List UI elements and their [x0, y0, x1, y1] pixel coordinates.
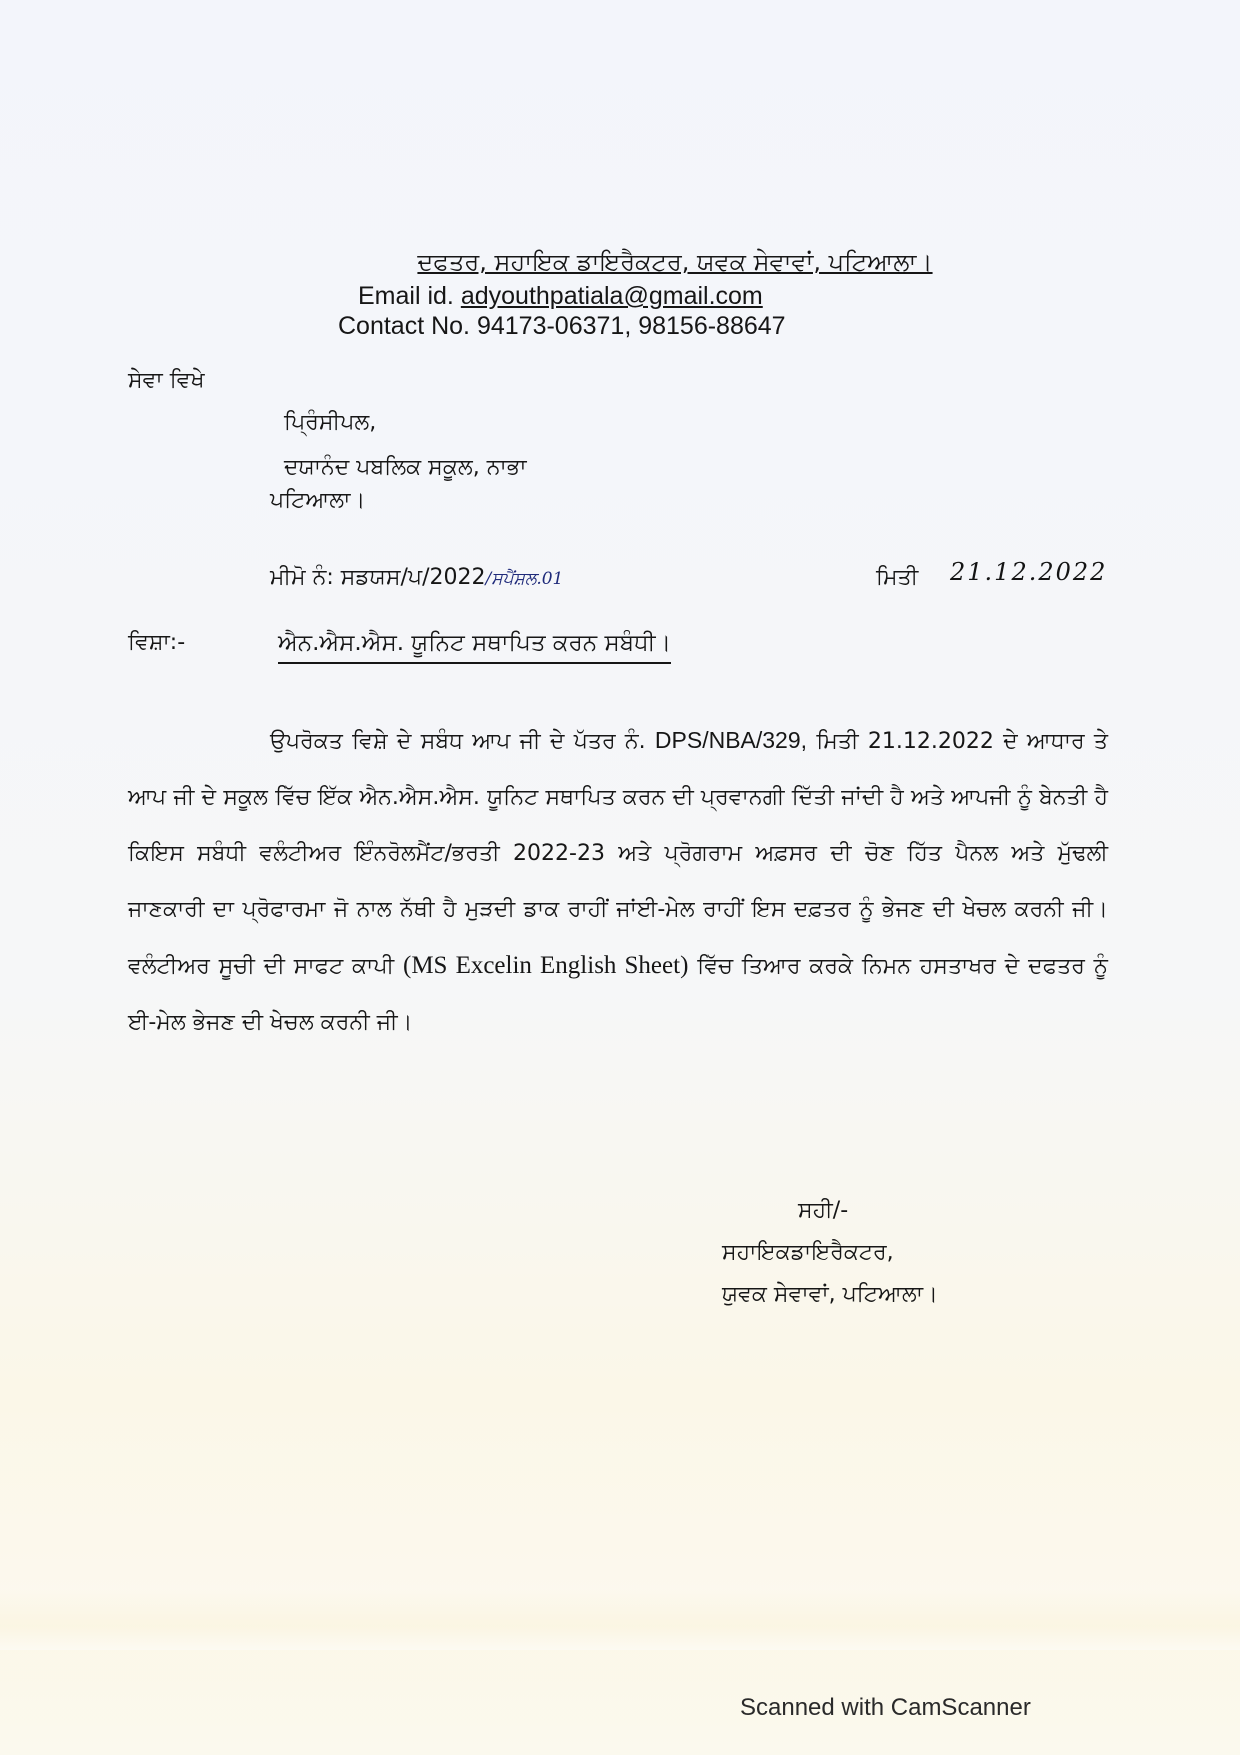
scan-shadow — [0, 1590, 1240, 1650]
recipient-to-label: ਸੇਵਾ ਵਿਖੇ — [128, 368, 205, 393]
recipient-city: ਪਟਿਆਲਾ। — [270, 488, 366, 513]
body-part-1: ਉਪਰੋਕਤ ਵਿਸ਼ੇ ਦੇ ਸਬੰਧ ਆਪ ਜੀ ਦੇ ਪੱਤਰ ਨੰ. — [270, 729, 646, 754]
email-address: adyouthpatiala@gmail.com — [460, 282, 763, 310]
memo-number-printed: ਮੀਮੋ ਨੰ: ਸਡਯਸ/ਪ/2022 — [270, 565, 486, 590]
subject-label: ਵਿਸ਼ਾ:- — [128, 630, 186, 655]
scanner-watermark: Scanned with CamScanner — [740, 1694, 1031, 1721]
excel-note: (MS Excelin English Sheet) — [403, 952, 689, 979]
email-line — [358, 282, 763, 311]
email-label: Email id. — [358, 282, 454, 310]
subject-text: ਐਨ.ਐਸ.ਐਸ. ਯੂਨਿਟ ਸਥਾਪਿਤ ਕਰਨ ਸਬੰਧੀ। — [278, 630, 671, 664]
contact-number: Contact No. 94173-06371, 98156-88647 — [338, 312, 786, 340]
recipient-designation: ਪ੍ਰਿੰਸੀਪਲ, — [284, 410, 377, 435]
date-handwritten: 21.12.2022 — [950, 558, 1108, 586]
letter-body — [128, 712, 1108, 1051]
recipient-school: ਦਯਾਨੰਦ ਪਬਲਿਕ ਸਕੂਲ, ਨਾਭਾ — [284, 455, 527, 480]
body-part-2: ਮਿਤੀ 21.12.2022 ਦੇ ਆਧਾਰ ਤੇ ਆਪ ਜੀ ਦੇ ਸਕੂਲ ਵਿੱਚ ਇੱਕ ਐਨ.ਐਸ.ਐਸ. ਯੂਨਿਟ ਸਥਾਪਿਤ ਕਰਨ ਦੀ ਪ੍ਰਵਾਨਗੀ ਦਿੱਤੀ ਜਾਂਦੀ ਹੈ ਅਤੇ ਆਪਜੀ ਨੂੰ ਬੇਨਤੀ ਹੈ ਕਿਇਸ ਸਬੰਧੀ ਵਲੰਟੀਅਰ ਇੰਨਰੋਲਮੈਂਟ/ਭਰਤੀ 2022-23 ਅਤੇ ਪ੍ਰੋਗਰਾਮ ਅਫ਼ਸਰ ਦੀ ਚੋਣ ਹਿੱਤ ਪੈਨਲ ਅਤੇ ਮੁੱਢਲੀ ਜਾਣਕਾਰੀ ਦਾ ਪ੍ਰੋਫਾਰਮਾ ਜੋ ਨਾਲ ਨੱਥੀ ਹੈ ਮੁੜਦੀ ਡਾਕ ਰਾਹੀਂ ਜਾਂਈ-ਮੇਲ ਰਾਹੀਂ ਇਸ ਦਫ਼ਤਰ ਨੂੰ ਭੇਜਣ ਦੀ ਖੇਚਲ ਕਰਨੀ ਜੀ। ਵਲੰਟੀਅਰ ਸੂਚੀ ਦੀ ਸਾਫਟ ਕਾਪੀ — [128, 729, 1109, 979]
date-label: ਮਿਤੀ — [876, 565, 919, 590]
reference-number: DPS/NBA/329, — [654, 727, 808, 753]
memo-number-handwritten: /ਸਪੈਂਸ਼ਲ.01 — [485, 569, 564, 589]
office-title: ਦਫਤਰ, ਸਹਾਇਕ ਡਾਇਰੈਕਟਰ, ਯਵਕ ਸੇਵਾਵਾਂ, ਪਟਿਆਲਾ। — [417, 248, 933, 276]
memo-number — [270, 565, 563, 590]
signatory-title: ਸਹਾਇਕਡਾਇਰੈਕਟਰ, — [722, 1240, 894, 1265]
body-part-3: ਵਿੱਚ ਤਿਆਰ ਕਰਕੇ ਨਿਮਨ ਹਸਤਾਖਰ ਦੇ ਦਫਤਰ ਨੂੰ ਈ-ਮੇਲ ਭੇਜਣ ਦੀ ਖੇਚਲ ਕਰਨੀ ਜੀ। — [128, 954, 1108, 1035]
signatory-department: ਯੁਵਕ ਸੇਵਾਵਾਂ, ਪਟਿਆਲਾ। — [722, 1282, 938, 1307]
signature-sd: ਸਹੀ/- — [798, 1198, 849, 1223]
